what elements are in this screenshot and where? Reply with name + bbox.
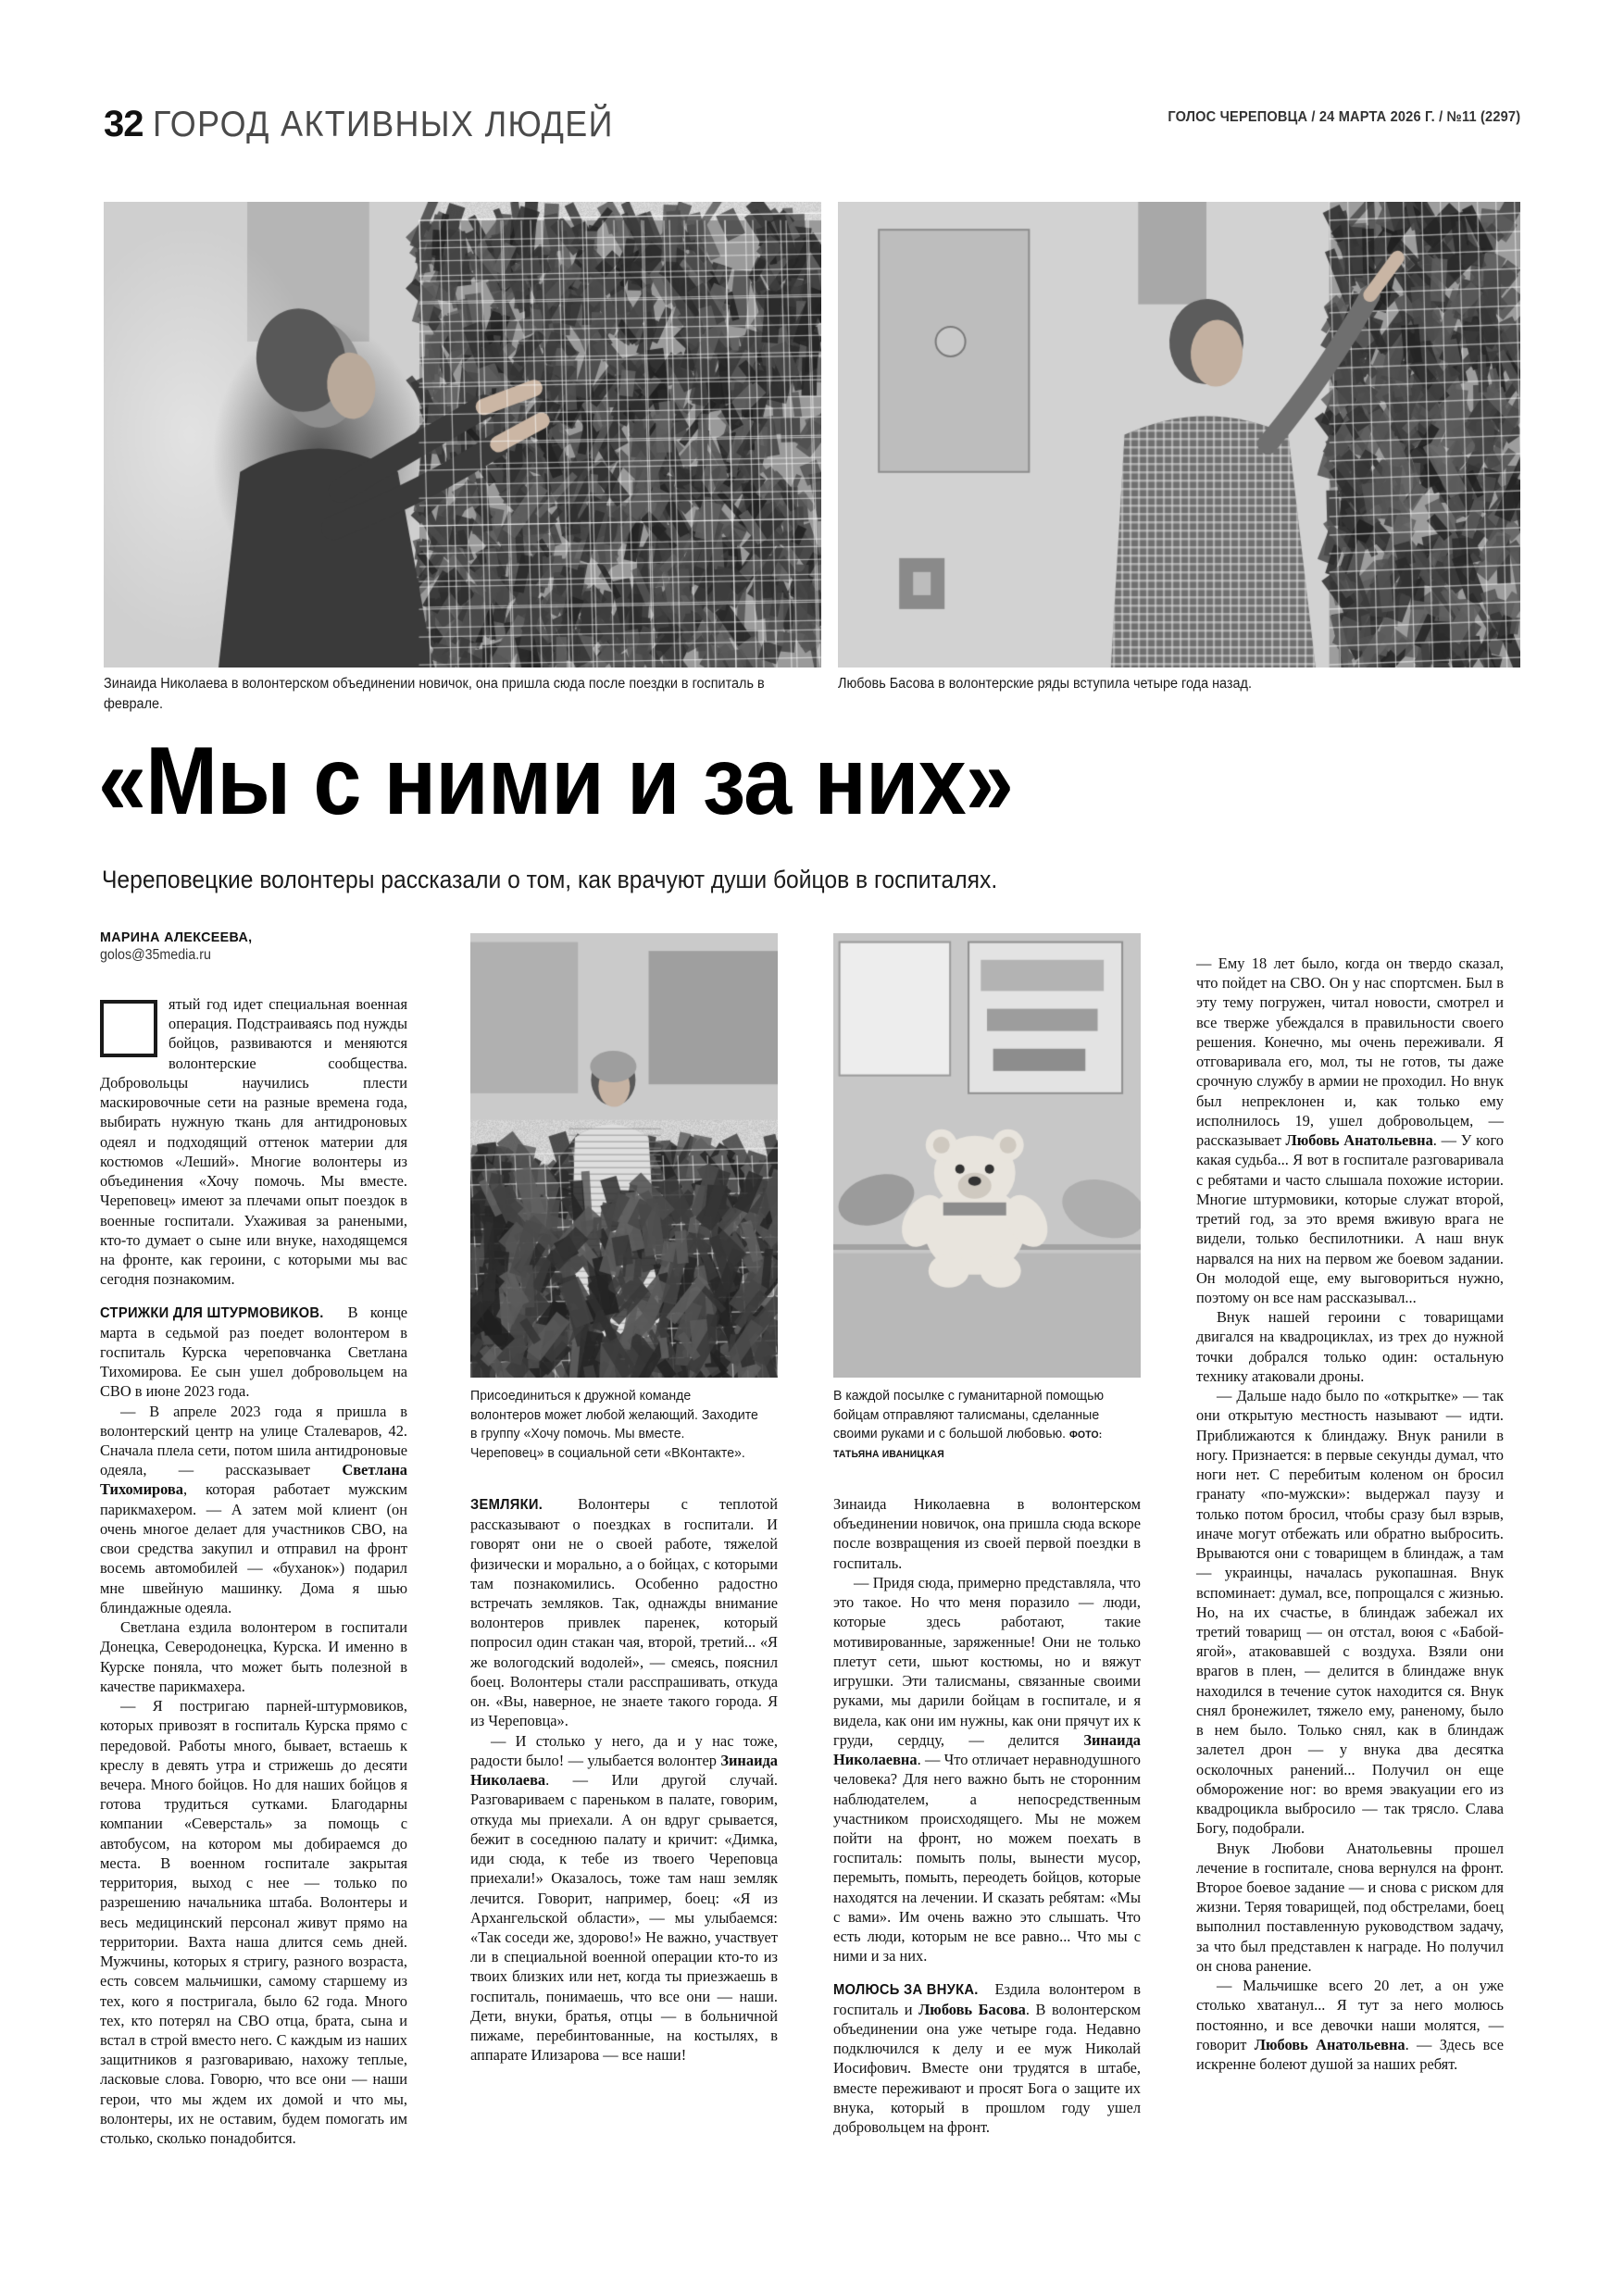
section-1-quote-1: — В апреле 2023 года я пришла в волонтерский центр на улице Сталеваров, 42. Сначала плела сети, потом шила антидроновые одеяла, — рассказывает Светлана Тихомирова, которая работает мужским парикмахером. — А затем мой клиент (он очень многое делает для участников СВО, на свои средства закупил и отправил на фронт восемь автомобилей — «буханок») подарил мне швейную машинку. Дома я шью блиндажные одеяла.: [100, 1402, 407, 1616]
photo-caption-left: Зинаида Николаева в волонтерском объединении новичок, она пришла сюда после поездки в госпиталь в феврале.: [104, 676, 765, 712]
inline-caption-mid: Присоединиться к дружной команде волонтеров может любой желающий. Заходите в группу «Хочу помочь. Мы вместе. Череповец» в социальной сети «ВКонтакте».: [470, 1388, 758, 1462]
page-number: 32: [104, 104, 144, 144]
section-1-quote-2: — Я постригаю парней-штурмовиков, которых привозят в госпиталь Курска прямо с передовой. Работы много, бывает, встаешь к креслу в девять утра и стрижешь до десяти вечера. Много бойцов. Но для наших бойцов я готова трудиться сутками. Благодарны компании «Северсталь» за помощь с автобусом, на котором мы добираемся до места. В военном госпитале закрытая территория, выход с нее — только по разрешению начальника штаба. Волонтеры и весь медицинский персонал живут прямо на территории. Вахта наша длится семь дней. Мужчины, которых я стригу, разного возраста, есть совсем мальчишки, самому старшему из тех, кого я постригала, было 62 года. Много тех, кто потерял на СВО отца, брата, сына и встал в строй вместо него. С каждым из наших защитников я разговариваю, нахожу теплые, ласковые слова. Говорю, что все они — наши герои, что мы ждем их домой и что мы, волонтеры, их не оставим, будем помогать им столько, сколько понадобится.: [100, 1697, 407, 2148]
issue-line: ГОЛОС ЧЕРЕПОВЦА / 24 МАРТА 2026 Г. / №11 (2297): [1168, 109, 1520, 125]
byline-author: МАРИНА АЛЕКСЕЕВА,: [100, 930, 253, 945]
section-title: ГОРОД АКТИВНЫХ ЛЮДЕЙ: [152, 105, 614, 144]
source-name-anatolyevna-2: Любовь Анатольевна: [1254, 2035, 1405, 2053]
drop-cap-box: [100, 1000, 157, 1057]
article-column-2: [470, 1494, 778, 2235]
section-2-quote-1: — И столько у него, да и у нас тоже, радости было! — улыбается волонтер Зинаида Николаева. — Или другой случай. Разговариваем с пареньком в палате, говорим, откуда мы приехали. А он вдруг срывается, бежит в соседнюю палату и кричит: «Димка, иди сюда, к тебе из твоего Череповца приехали!» Оказалось, тоже там наш земляк лечится. Говорит, например, боец: «Я из Архангельской области», — мы улыбаемся: «Так соседи же, здорово!» Не важно, участвует ли в специальной военной операции кто-то из твоих близких или нет, когда ты приезжаешь в госпиталь, понимаешь, что все они — наши. Дети, внуки, братья, отцы — в больничной пижаме, перебинтованные, на костылях, в аппарате Илизарова — все наши!: [470, 1731, 778, 2065]
source-name-anatolyevna: Любовь Анатольевна: [1285, 1131, 1433, 1150]
section-3-quote-1: — Ему 18 лет было, когда он твердо сказал, что пойдет на СВО. Он у нас спортсмен. Был в эту тему погружен, читал новости, смотрел и все тверже убеждался в правильности своего решения. Конечно, мы очень переживали. Я отговаривала его, мол, ты не готов, ты даже срочную службу в армии не проходил. Но внук был непреклонен и, как только ему исполнилось 19, ушел добровольцем, — рассказывает Любовь Анатольевна. — У кого какая судьба... Я вот в госпитале разговаривала с ребятами и часто слышала похожие истории. Многие штурмовики, которые служат второй, третий год, за это время вживую врага не видели, только беспилотники. А наш внук нарвался на них на первом же боевом задании. Он молодой еще, ему выговориться нужно, поэтому он все нам рассказывал...: [1196, 955, 1504, 1306]
byline: [100, 930, 406, 964]
lead-text: ятый год идет специальная военная операция. Подстраиваясь под нужды бойцов, развиваются и меняются волонтерские сообщества. Добровольцы научились плести маскировочные сети на разные времена года, выбирать нужную ткань для антидроновых одеял и подходящий оттенок материи для костюмов «Леший». Многие волонтеры из объединения «Хочу помочь. Мы вместе. Череповец» имеют за плечами опыт поездок в военные госпитали. Ухаживая за ранеными, кто-то думает о сыне или внуке, находящемся на фронте, как героини, с которыми мы вас сегодня познакомим.: [100, 995, 407, 1289]
article-column-3: [833, 1494, 1141, 2235]
article-column-4: [1196, 954, 1504, 2235]
photo-volunteer-room: [470, 933, 778, 1378]
section-2-para-3: Зинаида Николаевна в волонтерском объединении новичок, она пришла сюда вскоре после возвращения из своей первой поездки в госпиталь.: [833, 1495, 1141, 1572]
masthead: [104, 104, 1520, 146]
photo-toy-bear: [833, 933, 1141, 1378]
section-2-text: Волонтеры с теплотой рассказывают о поездках в госпитали. И говорят они не о своей работе, тяжелой физически и морально, а о бойцах, с которыми там познакомились. Особенно радостно встречать земляков. Так, однажды внимание волонтеров привлек паренек, который попросил один стакан чая, второй, третий... «Я же вологодский водолей», — смеясь, пояснил боец. Волонтеры стали расспрашивать, откуда он. «Вы, наверное, не знаете такого города. Я из Череповца».: [470, 1495, 778, 1730]
masthead-left: [104, 104, 654, 145]
section-2-quote-2: — Придя сюда, примерно представляла, что это такое. Но что меня поразило — люди, которые здесь работают, такие мотивированные, заряженные! Они не только плетут сети, шьют костюмы, но и вяжут игрушки. Эти талисманы, связанные своими руками, мы дарили бойцам в госпитале, и я видела, как они им нужны, как они прячут их к груди, сердцу, — делится Зинаида Николаевна. — Что отличает неравнодушного человека? Для него важно быть не сторонним наблюдателем, а непосредственным участником происходящего. Мы не можем пойти на фронт, но можем поехать в госпиталь: помыть полы, вынести мусор, перемыть, помыть, переодеть бойцов, которые находятся на лечении. И сказать ребятам: «Мы с вами». Им очень важно это слышать. Что есть люди, которым не все равно... Что мы с ними и за них.: [833, 1573, 1141, 1965]
article-subheadline: Череповецкие волонтеры рассказали о том, как врачуют души бойцов в госпиталях.: [102, 866, 998, 893]
section-3-quote-2: — Дальше надо было по «открытке» — так они открытую местность называют — идти. Приближаются к блиндажу. Внук ранили в ногу. Признается: в первые секунды думал, что ноги нет. С перебитым коленом он бросил гранату «по-мужски»: выдержал паузу и только потом бросил, чтобы сразу был взрыв, иначе могут отбежать или обратно выбросить. Врываются они с товарищем в блиндаж, а там — украинцы, началась рукопашная. Внук вспоминает: думал, все, попрощался с жизнью. Но, на их счастье, в блиндаж забежал их третий товарищ — он отстал, воюя с «Бабой-ягой», атаковавшей с воздуха. Взяли они врагов в плен, — делится в блиндаже внук находился в течение суток находится ся. Внук снял бронежилет, тяжело ему, раненому, было в нем было. Только снял, как в блиндаж залетел дрон — у внука два десятка осколочных ранений... Получил он еще обморожение ног: во время эвакуации его из квадроцикла выбросило — так трясло. Слава Богу, подобрали.: [1196, 1387, 1504, 1838]
inline-caption-mid2-text: В каждой посылке с гуманитарной помощью бойцам отправляют талисманы, сделанные своими руками и с большой любовью.: [833, 1388, 1105, 1442]
photo-volunteer-basova: [838, 202, 1520, 668]
photo-volunteer-net: [104, 202, 821, 668]
paragraph-spacer: [100, 1290, 407, 1303]
photo-caption-right: Любовь Басова в волонтерские ряды вступила четыре года назад.: [838, 676, 1252, 692]
photo-credit: ФОТО: ТАТЬЯНА ИВАНИЦКАЯ: [833, 1429, 1103, 1461]
inline-caption-mid2: [833, 1387, 1122, 1464]
source-name-nikolaeva: Зинаида Николаева: [470, 1751, 778, 1790]
section-3-para-5: Внук Любови Анатольевны прошел лечение в госпитале, снова вернулся на фронт. Второе боевое задание — и снова с риском для жизни. Теряя товарищей, под обстрелами, боец выполнил поставленную руководством задачу, за что был представлен к награде. Но получил он снова ранение.: [1196, 1839, 1504, 1975]
section-1-text: В конце марта в седьмой раз поедет волонтером в госпиталь Курска череповчанка Светлана Тихомирова. Ее сын ушел добровольцем на СВО в июне 2023 года.: [100, 1303, 407, 1401]
section-3-para-3: Внук нашей героини с товарищами двигался на квадроциклах, из трех до нужной точки добрался только один: остальную технику атаковали дроны.: [1196, 1308, 1504, 1385]
source-name-basova: Любовь Басова: [918, 2000, 1026, 2018]
section-1-para-3: Светлана ездила волонтером в госпитали Донецка, Северодонецка, Курска. И именно в Курске поняла, что может быть полезной в качестве парикмахера.: [100, 1618, 407, 1695]
article-column-1: [100, 994, 407, 2235]
source-name-tihomirova: Светлана Тихомирова: [100, 1461, 407, 1499]
lead-paragraph: [100, 994, 407, 1290]
section-2-heading: ЗЕМЛЯКИ.: [470, 1497, 543, 1513]
source-name-nikolaevna: Зинаида Николаевна: [833, 1730, 1141, 1769]
section-3-heading: МОЛЮСЬ ЗА ВНУКА.: [833, 1981, 979, 1998]
section-2-intro: [470, 1494, 778, 1731]
section-1-heading: СТРИЖКИ ДЛЯ ШТУРМОВИКОВ.: [100, 1304, 324, 1321]
section-3-intro: МОЛЮСЬ ЗА ВНУКА. Ездила волонтером в госпиталь и Любовь Басова. В волонтерском объединении она уже четыре года. Недавно подключился к делу и ее муж Николай Иосифович. Вместе они трудятся в штабе, вместе переживают и просят Бога о защите их внука, который в прошлом году ушел добровольцем на фронт.: [833, 1979, 1142, 2137]
byline-email: golos@35media.ru: [100, 947, 211, 963]
section-3-quote-3: — Мальчишке всего 20 лет, а он уже столько хватанул... Я тут за него молюсь постоянно, и все девочки наши молятся, — говорит Любовь Анатольевна. — Здесь все искренне болеют душой за наших ребят.: [1196, 1977, 1504, 2074]
section-1-intro: [100, 1303, 407, 1402]
article-headline: «Мы с ними и за них»: [98, 728, 1013, 835]
paragraph-spacer-2: [833, 1966, 1141, 1979]
